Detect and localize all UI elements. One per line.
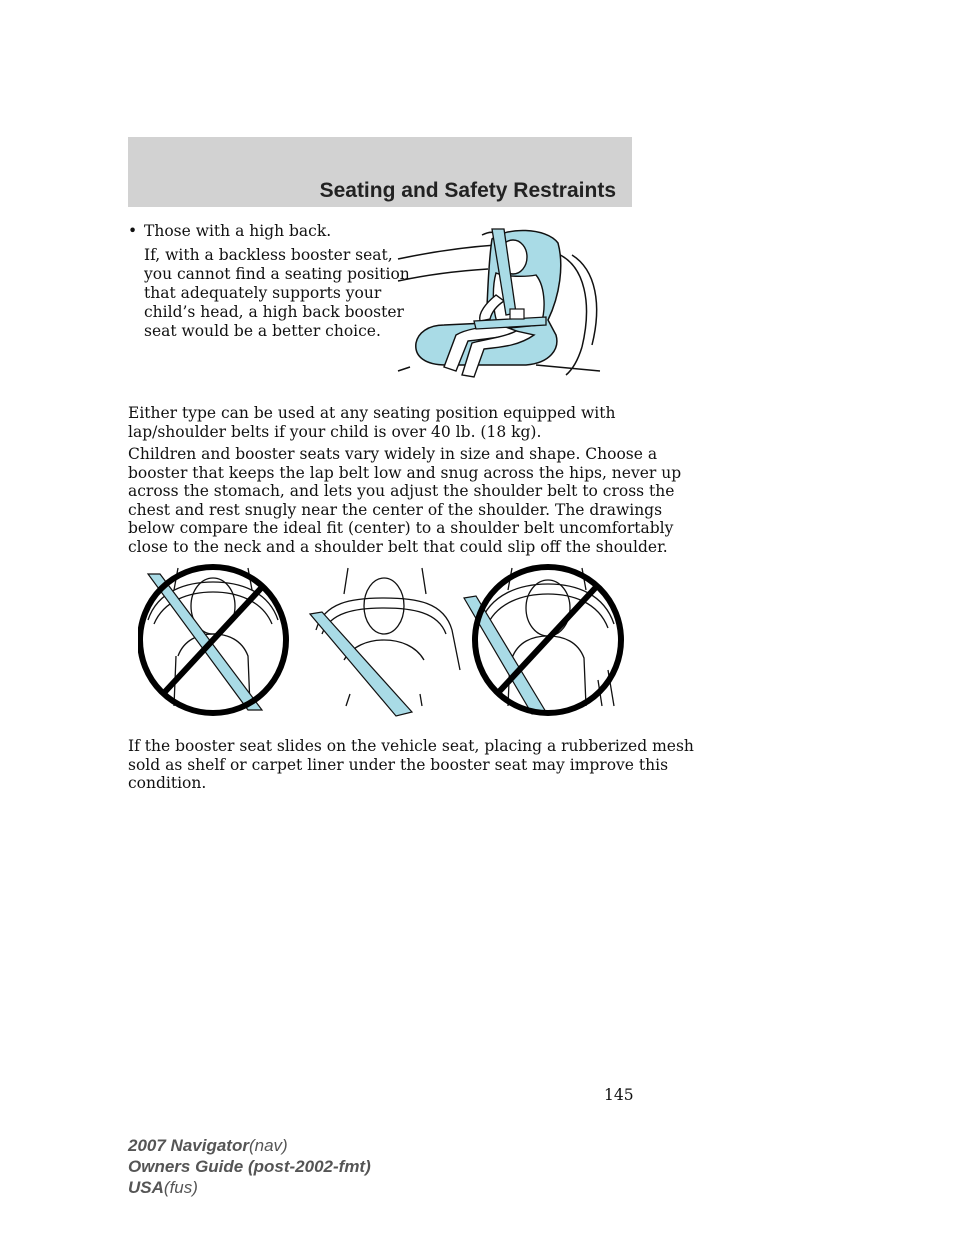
footer-market: USA <box>128 1178 164 1197</box>
paragraph-children-booster <box>128 445 681 556</box>
text-line: lap/shoulder belts if your child is over 40 lb. (18 kg). <box>128 422 542 441</box>
belt-fit-comparison-illustration <box>138 560 628 722</box>
text-line: you cannot find a seating position <box>144 265 410 283</box>
bullet-text: Those with a high back. <box>144 222 332 240</box>
text-line: Either type can be used at any seating position equipped with <box>128 404 616 422</box>
section-title: Seating and Safety Restraints <box>319 179 616 202</box>
footer-model-code: (nav) <box>248 1136 288 1155</box>
text-line: seat would be a better choice. <box>144 322 381 340</box>
belt-buckle <box>510 309 524 319</box>
belt-close-to-neck-figure <box>140 567 286 713</box>
text-line: that adequately supports your <box>144 284 382 302</box>
section-header-band <box>128 137 632 207</box>
text-line: chest and rest snugly near the center of the shoulder. The drawings <box>128 500 663 519</box>
text-line: child’s head, a high back booster <box>144 303 404 321</box>
paragraph-either-type <box>128 404 615 441</box>
bullet-symbol: • <box>128 222 138 240</box>
text-line: below compare the ideal fit (center) to a shoulder belt uncomfortably <box>128 519 674 537</box>
belt-ideal-fit-figure <box>310 568 460 716</box>
footer-guide-name: Owners Guide (post-2002-fmt) <box>128 1157 371 1176</box>
footer-model: 2007 Navigator <box>128 1136 249 1155</box>
paragraph-booster-slides <box>128 737 694 793</box>
text-line: condition. <box>128 774 207 792</box>
page-number: 145 <box>604 1086 634 1104</box>
text-line: Children and booster seats vary widely in size and shape. Choose a <box>128 445 658 463</box>
text-line: If the booster seat slides on the vehicle seat, placing a rubberized mesh <box>128 737 694 755</box>
text-line: across the stomach, and lets you adjust the shoulder belt to cross the <box>128 482 675 500</box>
text-line: sold as shelf or carpet liner under the booster seat may improve this <box>128 755 669 774</box>
paragraph-high-back <box>144 246 410 341</box>
document-footer <box>128 1135 371 1198</box>
text-line: If, with a backless booster seat, <box>144 246 393 264</box>
footer-market-code: (fus) <box>163 1178 198 1197</box>
belt-off-shoulder-figure <box>464 567 621 714</box>
text-line: close to the neck and a shoulder belt that could slip off the shoulder. <box>128 537 668 556</box>
text-line: booster that keeps the lap belt low and snug across the hips, never up <box>128 463 682 482</box>
bullet-item <box>128 222 331 240</box>
high-back-booster-illustration <box>396 225 610 385</box>
